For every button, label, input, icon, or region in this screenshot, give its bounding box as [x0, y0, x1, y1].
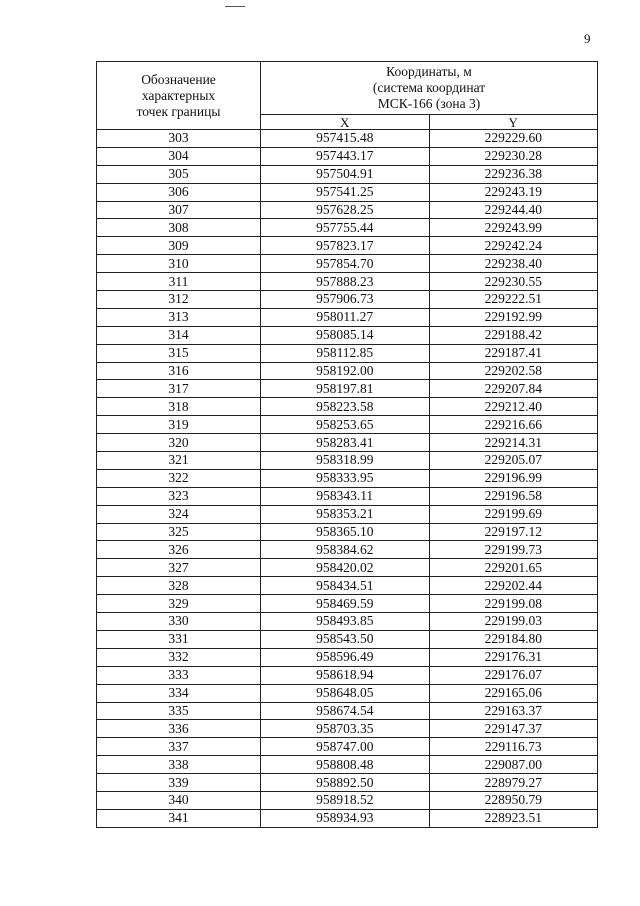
y-coordinate-cell: 229202.58 — [429, 362, 598, 380]
table-row — [97, 648, 598, 666]
x-coordinate-cell: 957906.73 — [261, 291, 430, 309]
y-coordinate-cell: 229212.40 — [429, 398, 598, 416]
x-coordinate-cell: 958333.95 — [261, 469, 430, 487]
point-cell: 328 — [97, 577, 261, 595]
table-row — [97, 291, 598, 309]
table-row — [97, 308, 598, 326]
point-cell: 327 — [97, 559, 261, 577]
table-row — [97, 398, 598, 416]
point-cell: 340 — [97, 791, 261, 809]
x-coordinate-cell: 958918.52 — [261, 791, 430, 809]
y-column-header: Y — [429, 115, 598, 130]
x-coordinate-cell: 957415.48 — [261, 130, 430, 148]
x-coordinate-cell: 957628.25 — [261, 201, 430, 219]
y-coordinate-cell: 229199.73 — [429, 541, 598, 559]
x-coordinate-cell: 958318.99 — [261, 452, 430, 470]
table-row — [97, 738, 598, 756]
table-row — [97, 326, 598, 344]
table-row — [97, 237, 598, 255]
table-row — [97, 416, 598, 434]
table-row — [97, 791, 598, 809]
point-cell: 329 — [97, 595, 261, 613]
top-rule-mark — [225, 6, 245, 7]
x-coordinate-cell: 958353.21 — [261, 505, 430, 523]
table-row — [97, 666, 598, 684]
table-row — [97, 273, 598, 291]
point-cell: 312 — [97, 291, 261, 309]
x-coordinate-cell: 958493.85 — [261, 613, 430, 631]
point-cell: 316 — [97, 362, 261, 380]
point-header-line: Обозначение — [141, 71, 216, 87]
x-coordinate-cell: 958892.50 — [261, 774, 430, 792]
table-row — [97, 684, 598, 702]
table-row — [97, 344, 598, 362]
y-coordinate-cell: 229147.37 — [429, 720, 598, 738]
page-number: 9 — [584, 31, 591, 46]
table-row — [97, 577, 598, 595]
y-coordinate-cell: 229242.24 — [429, 237, 598, 255]
point-cell: 303 — [97, 130, 261, 148]
coordinates-header — [261, 62, 598, 115]
point-cell: 323 — [97, 487, 261, 505]
point-cell: 336 — [97, 720, 261, 738]
point-header-line: характерных — [141, 87, 216, 103]
table-row — [97, 183, 598, 201]
table-row — [97, 630, 598, 648]
point-cell: 338 — [97, 756, 261, 774]
y-coordinate-cell: 229238.40 — [429, 255, 598, 273]
y-coordinate-cell: 229207.84 — [429, 380, 598, 398]
table-row — [97, 362, 598, 380]
point-cell: 325 — [97, 523, 261, 541]
x-coordinate-cell: 958223.58 — [261, 398, 430, 416]
x-coordinate-cell: 958283.41 — [261, 434, 430, 452]
point-cell: 322 — [97, 469, 261, 487]
y-coordinate-cell: 229197.12 — [429, 523, 598, 541]
y-coordinate-cell: 229184.80 — [429, 630, 598, 648]
table-row — [97, 469, 598, 487]
coords-header-line: Координаты, м — [386, 64, 472, 79]
table-row — [97, 255, 598, 273]
y-coordinate-cell: 229176.07 — [429, 666, 598, 684]
table-row — [97, 201, 598, 219]
point-cell: 321 — [97, 452, 261, 470]
y-coordinate-cell: 229229.60 — [429, 130, 598, 148]
y-coordinate-cell: 229199.08 — [429, 595, 598, 613]
y-coordinate-cell: 229214.31 — [429, 434, 598, 452]
point-cell: 308 — [97, 219, 261, 237]
y-coordinate-cell: 229230.55 — [429, 273, 598, 291]
y-coordinate-cell: 229199.69 — [429, 505, 598, 523]
y-coordinate-cell: 229087.00 — [429, 756, 598, 774]
x-coordinate-cell: 958085.14 — [261, 326, 430, 344]
point-cell: 331 — [97, 630, 261, 648]
header-row-top — [97, 62, 598, 115]
point-cell: 310 — [97, 255, 261, 273]
point-cell: 318 — [97, 398, 261, 416]
table-row — [97, 523, 598, 541]
point-cell: 307 — [97, 201, 261, 219]
table-row — [97, 720, 598, 738]
x-coordinate-cell: 957755.44 — [261, 219, 430, 237]
x-coordinate-cell: 958420.02 — [261, 559, 430, 577]
y-coordinate-cell: 228950.79 — [429, 791, 598, 809]
table-row — [97, 613, 598, 631]
table-row — [97, 505, 598, 523]
y-coordinate-cell: 229199.03 — [429, 613, 598, 631]
x-coordinate-cell: 958011.27 — [261, 308, 430, 326]
x-coordinate-cell: 958469.59 — [261, 595, 430, 613]
x-coordinate-cell: 958384.62 — [261, 541, 430, 559]
point-cell: 311 — [97, 273, 261, 291]
x-coordinate-cell: 957823.17 — [261, 237, 430, 255]
x-coordinate-cell: 957443.17 — [261, 147, 430, 165]
y-coordinate-cell: 229188.42 — [429, 326, 598, 344]
table-row — [97, 380, 598, 398]
x-coordinate-cell: 958253.65 — [261, 416, 430, 434]
table-row — [97, 559, 598, 577]
table-row — [97, 165, 598, 183]
x-coordinate-cell: 958192.00 — [261, 362, 430, 380]
x-coordinate-cell: 958808.48 — [261, 756, 430, 774]
x-coordinate-cell: 958365.10 — [261, 523, 430, 541]
y-coordinate-cell: 229196.58 — [429, 487, 598, 505]
point-cell: 334 — [97, 684, 261, 702]
y-coordinate-cell: 229243.99 — [429, 219, 598, 237]
x-coordinate-cell: 958747.00 — [261, 738, 430, 756]
point-cell: 306 — [97, 183, 261, 201]
x-coordinate-cell: 958674.54 — [261, 702, 430, 720]
point-cell: 337 — [97, 738, 261, 756]
point-cell: 317 — [97, 380, 261, 398]
y-coordinate-cell: 229243.19 — [429, 183, 598, 201]
y-coordinate-cell: 229201.65 — [429, 559, 598, 577]
y-coordinate-cell: 229244.40 — [429, 201, 598, 219]
y-coordinate-cell: 228979.27 — [429, 774, 598, 792]
coordinates-table — [96, 61, 598, 828]
y-coordinate-cell: 229116.73 — [429, 738, 598, 756]
y-coordinate-cell: 229196.99 — [429, 469, 598, 487]
x-coordinate-cell: 958648.05 — [261, 684, 430, 702]
table-header — [97, 62, 598, 130]
y-coordinate-cell: 229222.51 — [429, 291, 598, 309]
point-cell: 332 — [97, 648, 261, 666]
x-coordinate-cell: 957854.70 — [261, 255, 430, 273]
x-coordinate-cell: 958112.85 — [261, 344, 430, 362]
x-coordinate-cell: 957888.23 — [261, 273, 430, 291]
point-cell: 305 — [97, 165, 261, 183]
point-cell: 319 — [97, 416, 261, 434]
y-coordinate-cell: 229187.41 — [429, 344, 598, 362]
coords-header-line: МСК-166 (зона 3) — [377, 96, 481, 111]
table-row — [97, 541, 598, 559]
point-cell: 314 — [97, 326, 261, 344]
x-coordinate-cell: 958543.50 — [261, 630, 430, 648]
x-column-header: X — [261, 115, 430, 130]
y-coordinate-cell: 229192.99 — [429, 308, 598, 326]
y-coordinate-cell: 229176.31 — [429, 648, 598, 666]
point-designation-header — [97, 62, 261, 130]
point-cell: 313 — [97, 308, 261, 326]
x-coordinate-cell: 958343.11 — [261, 487, 430, 505]
y-coordinate-cell: 229236.38 — [429, 165, 598, 183]
coords-header-line: (система координат — [372, 80, 486, 95]
table-row — [97, 774, 598, 792]
x-coordinate-cell: 958934.93 — [261, 809, 430, 827]
point-cell: 339 — [97, 774, 261, 792]
point-cell: 335 — [97, 702, 261, 720]
x-coordinate-cell: 958434.51 — [261, 577, 430, 595]
x-coordinate-cell: 957504.91 — [261, 165, 430, 183]
point-cell: 304 — [97, 147, 261, 165]
y-coordinate-cell: 229163.37 — [429, 702, 598, 720]
table-row — [97, 595, 598, 613]
table-row — [97, 130, 598, 148]
y-coordinate-cell: 229216.66 — [429, 416, 598, 434]
point-cell: 341 — [97, 809, 261, 827]
table-row — [97, 147, 598, 165]
table-row — [97, 219, 598, 237]
y-coordinate-cell: 229165.06 — [429, 684, 598, 702]
point-cell: 326 — [97, 541, 261, 559]
table-body — [97, 130, 598, 828]
table-row — [97, 487, 598, 505]
point-cell: 309 — [97, 237, 261, 255]
table-row — [97, 702, 598, 720]
y-coordinate-cell: 229205.07 — [429, 452, 598, 470]
point-cell: 324 — [97, 505, 261, 523]
table-row — [97, 452, 598, 470]
point-cell: 320 — [97, 434, 261, 452]
x-coordinate-cell: 957541.25 — [261, 183, 430, 201]
x-coordinate-cell: 958703.35 — [261, 720, 430, 738]
x-coordinate-cell: 958596.49 — [261, 648, 430, 666]
x-coordinate-cell: 958618.94 — [261, 666, 430, 684]
point-cell: 330 — [97, 613, 261, 631]
y-coordinate-cell: 229230.28 — [429, 147, 598, 165]
point-cell: 315 — [97, 344, 261, 362]
y-coordinate-cell: 229202.44 — [429, 577, 598, 595]
table-row — [97, 434, 598, 452]
point-header-line: точек границы — [136, 103, 221, 119]
point-cell: 333 — [97, 666, 261, 684]
y-coordinate-cell: 228923.51 — [429, 809, 598, 827]
table-row — [97, 809, 598, 827]
table-row — [97, 756, 598, 774]
x-coordinate-cell: 958197.81 — [261, 380, 430, 398]
